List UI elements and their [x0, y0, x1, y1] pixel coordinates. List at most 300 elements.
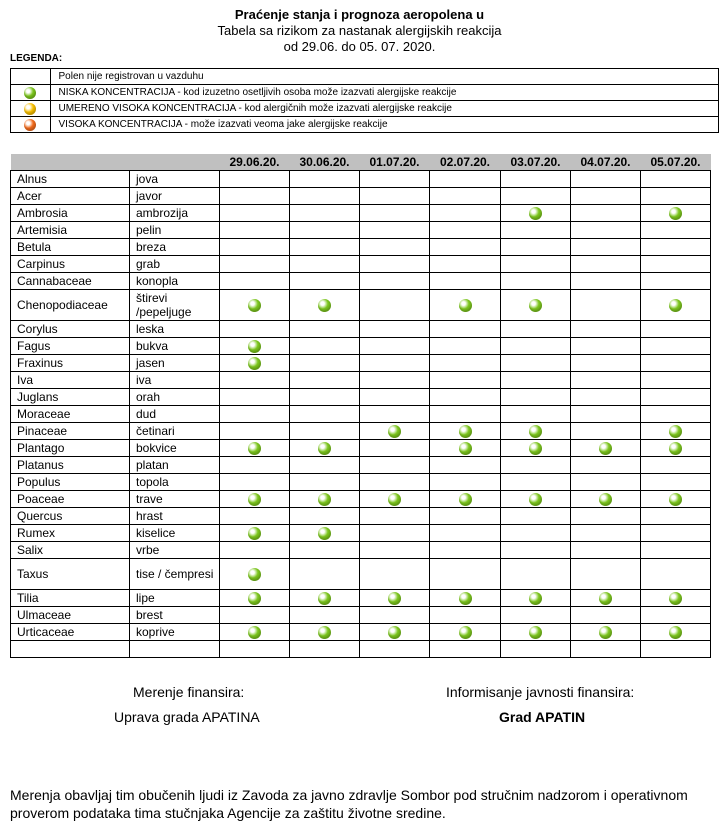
day-cell	[641, 372, 711, 389]
pollen-table	[10, 154, 711, 658]
green-dot-icon	[318, 493, 331, 506]
legend-table	[10, 68, 719, 133]
local-name-cell: kiselice	[130, 525, 220, 542]
day-cell	[641, 188, 711, 205]
day-cell	[571, 542, 641, 559]
day-cell	[430, 273, 501, 290]
day-cell	[641, 508, 711, 525]
day-cell	[501, 508, 571, 525]
green-dot-icon	[529, 299, 542, 312]
day-cell	[360, 406, 430, 423]
day-cell	[220, 222, 290, 239]
local-name-cell: ambrozija	[130, 205, 220, 222]
green-dot-icon	[388, 592, 401, 605]
day-cell	[501, 440, 571, 457]
day-cell	[360, 542, 430, 559]
legend-row	[11, 85, 719, 101]
day-cell	[290, 355, 360, 372]
day-cell	[430, 423, 501, 440]
green-dot-icon	[248, 626, 261, 639]
latin-name-cell: Fagus	[11, 338, 130, 355]
date-header: 02.07.20.	[430, 154, 501, 171]
day-cell	[220, 542, 290, 559]
local-name-cell: platan	[130, 457, 220, 474]
table-row	[11, 508, 711, 525]
latin-name-cell: Corylus	[11, 321, 130, 338]
day-cell	[641, 590, 711, 607]
day-cell	[501, 491, 571, 508]
day-cell	[571, 273, 641, 290]
day-cell	[430, 406, 501, 423]
day-cell	[571, 508, 641, 525]
day-cell	[290, 372, 360, 389]
day-cell	[360, 423, 430, 440]
day-cell	[290, 321, 360, 338]
day-cell	[571, 205, 641, 222]
day-cell	[360, 171, 430, 188]
day-cell	[501, 542, 571, 559]
local-name-cell: leska	[130, 321, 220, 338]
day-cell	[430, 205, 501, 222]
day-cell	[360, 239, 430, 256]
day-cell	[220, 338, 290, 355]
legend-icon-cell	[11, 117, 51, 133]
day-cell	[290, 440, 360, 457]
green-dot-icon	[459, 425, 472, 438]
day-cell	[641, 273, 711, 290]
day-cell	[641, 222, 711, 239]
day-cell	[360, 457, 430, 474]
legend-label: UMERENO VISOKA KONCENTRACIJA - kod alergičnih može izazvati alergijske reakcije	[50, 101, 719, 117]
day-cell	[430, 607, 501, 624]
day-cell	[501, 590, 571, 607]
table-row	[11, 273, 711, 290]
table-row	[11, 355, 711, 372]
green-dot-icon	[599, 493, 612, 506]
latin-name-cell: Poaceae	[11, 491, 130, 508]
legend-row	[11, 69, 719, 85]
day-cell	[290, 641, 360, 658]
local-name-cell: koprive	[130, 624, 220, 641]
day-cell	[430, 171, 501, 188]
green-dot-icon	[318, 442, 331, 455]
day-cell	[641, 542, 711, 559]
green-dot-icon	[529, 592, 542, 605]
day-cell	[220, 256, 290, 273]
day-cell	[360, 372, 430, 389]
day-cell	[290, 188, 360, 205]
legend-icon-cell	[11, 101, 51, 117]
day-cell	[220, 508, 290, 525]
date-header: 01.07.20.	[360, 154, 430, 171]
day-cell	[641, 423, 711, 440]
day-cell	[501, 205, 571, 222]
day-cell	[220, 423, 290, 440]
day-cell	[501, 239, 571, 256]
day-cell	[641, 491, 711, 508]
table-row	[11, 171, 711, 188]
table-row	[11, 321, 711, 338]
table-row	[11, 457, 711, 474]
green-dot-icon	[529, 493, 542, 506]
green-dot-icon	[248, 493, 261, 506]
day-cell	[360, 355, 430, 372]
day-cell	[641, 474, 711, 491]
day-cell	[501, 406, 571, 423]
day-cell	[360, 389, 430, 406]
table-row	[11, 641, 711, 658]
day-cell	[220, 525, 290, 542]
table-row	[11, 188, 711, 205]
green-dot-icon	[529, 626, 542, 639]
green-dot-icon	[669, 299, 682, 312]
table-row	[11, 239, 711, 256]
day-cell	[360, 641, 430, 658]
day-cell	[430, 256, 501, 273]
day-cell	[571, 389, 641, 406]
day-cell	[571, 474, 641, 491]
day-cell	[571, 338, 641, 355]
day-cell	[220, 607, 290, 624]
latin-name-cell: Carpinus	[11, 256, 130, 273]
latin-name-cell: Plantago	[11, 440, 130, 457]
day-cell	[571, 239, 641, 256]
page-subtitle: Tabela sa rizikom za nastanak alergijskih reakcija	[217, 23, 502, 38]
day-cell	[641, 171, 711, 188]
day-cell	[501, 559, 571, 590]
legend-icon-cell	[11, 69, 51, 85]
table-row	[11, 389, 711, 406]
day-cell	[430, 508, 501, 525]
day-cell	[501, 457, 571, 474]
day-cell	[501, 222, 571, 239]
day-cell	[571, 491, 641, 508]
day-cell	[501, 338, 571, 355]
latin-name-cell: Rumex	[11, 525, 130, 542]
day-cell	[641, 256, 711, 273]
day-cell	[360, 590, 430, 607]
local-name-cell: grab	[130, 256, 220, 273]
orange-dot-icon	[24, 119, 36, 131]
day-cell	[430, 188, 501, 205]
green-dot-icon	[669, 207, 682, 220]
table-row	[11, 559, 711, 590]
day-cell	[501, 389, 571, 406]
table-row	[11, 542, 711, 559]
day-cell	[430, 321, 501, 338]
local-name-cell: iva	[130, 372, 220, 389]
green-dot-icon	[459, 299, 472, 312]
green-dot-icon	[388, 626, 401, 639]
day-cell	[430, 590, 501, 607]
day-cell	[430, 239, 501, 256]
latin-name-cell: Salix	[11, 542, 130, 559]
latin-name-cell: Pinaceae	[11, 423, 130, 440]
local-name-cell: bokvice	[130, 440, 220, 457]
day-cell	[571, 423, 641, 440]
latin-name-cell: Artemisia	[11, 222, 130, 239]
green-dot-icon	[388, 493, 401, 506]
day-cell	[571, 406, 641, 423]
table-row	[11, 372, 711, 389]
green-dot-icon	[669, 592, 682, 605]
latin-name-cell: Fraxinus	[11, 355, 130, 372]
day-cell	[360, 205, 430, 222]
header-blank-cell	[11, 154, 130, 171]
day-cell	[290, 389, 360, 406]
day-cell	[641, 440, 711, 457]
local-name-cell: dud	[130, 406, 220, 423]
day-cell	[571, 590, 641, 607]
local-name-cell: jasen	[130, 355, 220, 372]
day-cell	[360, 508, 430, 525]
day-cell	[571, 171, 641, 188]
day-cell	[290, 273, 360, 290]
day-cell	[220, 624, 290, 641]
day-cell	[360, 222, 430, 239]
legend-label: VISOKA KONCENTRACIJA - može izazvati veoma jake alergijske reakcije	[50, 117, 719, 133]
funding-measurement-value: Uprava grada APATINA	[114, 709, 260, 725]
date-header-row	[11, 154, 711, 171]
day-cell	[571, 607, 641, 624]
green-dot-icon	[248, 568, 261, 581]
green-dot-icon	[248, 357, 261, 370]
local-name-cell: konopla	[130, 273, 220, 290]
table-row	[11, 624, 711, 641]
day-cell	[571, 559, 641, 590]
local-name-cell: brest	[130, 607, 220, 624]
local-name-cell: hrast	[130, 508, 220, 525]
local-name-cell: topola	[130, 474, 220, 491]
day-cell	[501, 607, 571, 624]
day-cell	[290, 171, 360, 188]
day-cell	[430, 338, 501, 355]
day-cell	[430, 542, 501, 559]
day-cell	[220, 290, 290, 321]
day-cell	[220, 590, 290, 607]
latin-name-cell: Ambrosia	[11, 205, 130, 222]
table-row	[11, 338, 711, 355]
day-cell	[360, 559, 430, 590]
date-header: 30.06.20.	[290, 154, 360, 171]
day-cell	[641, 525, 711, 542]
day-cell	[501, 372, 571, 389]
green-dot-icon	[599, 442, 612, 455]
funding-info-label: Informisanje javnosti finansira:	[446, 684, 635, 700]
latin-name-cell: Ulmaceae	[11, 607, 130, 624]
day-cell	[290, 406, 360, 423]
green-dot-icon	[388, 425, 401, 438]
day-cell	[430, 389, 501, 406]
day-cell	[220, 389, 290, 406]
date-header: 29.06.20.	[220, 154, 290, 171]
green-dot-icon	[669, 626, 682, 639]
latin-name-cell: Urticaceae	[11, 624, 130, 641]
day-cell	[290, 338, 360, 355]
day-cell	[571, 290, 641, 321]
local-name-cell: breza	[130, 239, 220, 256]
legend-icon-cell	[11, 85, 51, 101]
day-cell	[501, 290, 571, 321]
funding-info-value: Grad APATIN	[499, 709, 586, 725]
footer-note: Merenja obavljaj tim obučenih ljudi iz Zavoda za javno zdravlje Sombor pod stručnim nadzorom i operativnom proverom podataka tima stučnjaka Agencije za zaštitu životne sredine.	[10, 787, 688, 821]
funding-measurement-label: Merenje finansira:	[133, 684, 245, 700]
day-cell	[501, 474, 571, 491]
header-blank-cell	[130, 154, 220, 171]
date-header: 05.07.20.	[641, 154, 711, 171]
day-cell	[220, 440, 290, 457]
day-cell	[220, 321, 290, 338]
day-cell	[220, 372, 290, 389]
green-dot-icon	[248, 299, 261, 312]
latin-name-cell: Moraceae	[11, 406, 130, 423]
day-cell	[220, 457, 290, 474]
day-cell	[430, 290, 501, 321]
green-dot-icon	[599, 626, 612, 639]
day-cell	[430, 457, 501, 474]
day-cell	[641, 355, 711, 372]
day-cell	[220, 188, 290, 205]
day-cell	[360, 491, 430, 508]
day-cell	[290, 559, 360, 590]
day-cell	[641, 559, 711, 590]
latin-name-cell: Quercus	[11, 508, 130, 525]
latin-name-cell: Iva	[11, 372, 130, 389]
green-dot-icon	[24, 87, 36, 99]
day-cell	[290, 423, 360, 440]
local-name-cell: jova	[130, 171, 220, 188]
day-cell	[360, 188, 430, 205]
green-dot-icon	[529, 207, 542, 220]
day-cell	[220, 559, 290, 590]
green-dot-icon	[669, 425, 682, 438]
green-dot-icon	[529, 425, 542, 438]
legend-label: NISKA KONCENTRACIJA - kod izuzetno osetljivih osoba može izazvati alergijske reakcije	[50, 85, 719, 101]
day-cell	[430, 222, 501, 239]
table-row	[11, 256, 711, 273]
day-cell	[290, 457, 360, 474]
day-cell	[220, 205, 290, 222]
day-cell	[501, 188, 571, 205]
day-cell	[641, 607, 711, 624]
local-name-cell: tise / čempresi	[130, 559, 220, 590]
latin-name-cell: Cannabaceae	[11, 273, 130, 290]
table-row	[11, 222, 711, 239]
day-cell	[641, 205, 711, 222]
local-name-cell: pelin	[130, 222, 220, 239]
green-dot-icon	[318, 592, 331, 605]
green-dot-icon	[529, 442, 542, 455]
green-dot-icon	[318, 299, 331, 312]
day-cell	[641, 406, 711, 423]
day-cell	[360, 607, 430, 624]
latin-name-cell: Acer	[11, 188, 130, 205]
day-cell	[360, 321, 430, 338]
day-cell	[571, 624, 641, 641]
day-cell	[430, 440, 501, 457]
day-cell	[290, 222, 360, 239]
latin-name-cell: Tilia	[11, 590, 130, 607]
local-name-cell: štirevi /pepeljuge	[130, 290, 220, 321]
day-cell	[571, 355, 641, 372]
legend-row	[11, 101, 719, 117]
day-cell	[501, 171, 571, 188]
day-cell	[501, 355, 571, 372]
day-cell	[571, 222, 641, 239]
green-dot-icon	[318, 527, 331, 540]
day-cell	[501, 321, 571, 338]
green-dot-icon	[459, 442, 472, 455]
green-dot-icon	[459, 626, 472, 639]
day-cell	[290, 205, 360, 222]
legend-label: Polen nije registrovan u vazduhu	[50, 69, 719, 85]
day-cell	[641, 338, 711, 355]
date-header: 03.07.20.	[501, 154, 571, 171]
latin-name-cell: Betula	[11, 239, 130, 256]
day-cell	[571, 256, 641, 273]
day-cell	[290, 542, 360, 559]
day-cell	[571, 440, 641, 457]
table-row	[11, 406, 711, 423]
day-cell	[360, 273, 430, 290]
day-cell	[290, 491, 360, 508]
day-cell	[220, 641, 290, 658]
day-cell	[220, 239, 290, 256]
day-cell	[430, 624, 501, 641]
day-cell	[360, 525, 430, 542]
day-cell	[360, 290, 430, 321]
latin-name-cell: Taxus	[11, 559, 130, 590]
green-dot-icon	[669, 442, 682, 455]
day-cell	[220, 406, 290, 423]
local-name-cell: trave	[130, 491, 220, 508]
table-row	[11, 205, 711, 222]
legend-row	[11, 117, 719, 133]
yellow-dot-icon	[24, 103, 36, 115]
page-title: Praćenje stanja i prognoza aeropolena u	[234, 7, 485, 22]
green-dot-icon	[248, 527, 261, 540]
day-cell	[290, 508, 360, 525]
day-cell	[430, 559, 501, 590]
day-cell	[430, 525, 501, 542]
day-cell	[430, 372, 501, 389]
day-cell	[360, 624, 430, 641]
day-cell	[430, 355, 501, 372]
green-dot-icon	[318, 626, 331, 639]
date-header: 04.07.20.	[571, 154, 641, 171]
day-cell	[501, 624, 571, 641]
local-name-cell: orah	[130, 389, 220, 406]
day-cell	[290, 590, 360, 607]
day-cell	[220, 273, 290, 290]
day-cell	[501, 641, 571, 658]
day-cell	[360, 440, 430, 457]
latin-name-cell: Alnus	[11, 171, 130, 188]
day-cell	[571, 321, 641, 338]
table-row	[11, 590, 711, 607]
green-dot-icon	[248, 442, 261, 455]
day-cell	[501, 525, 571, 542]
local-name-cell	[130, 641, 220, 658]
day-cell	[220, 355, 290, 372]
green-dot-icon	[669, 493, 682, 506]
green-dot-icon	[248, 592, 261, 605]
day-cell	[641, 239, 711, 256]
table-row	[11, 525, 711, 542]
local-name-cell: vrbe	[130, 542, 220, 559]
period-label: od 29.06. do 05. 07. 2020.	[283, 39, 436, 54]
green-dot-icon	[459, 592, 472, 605]
